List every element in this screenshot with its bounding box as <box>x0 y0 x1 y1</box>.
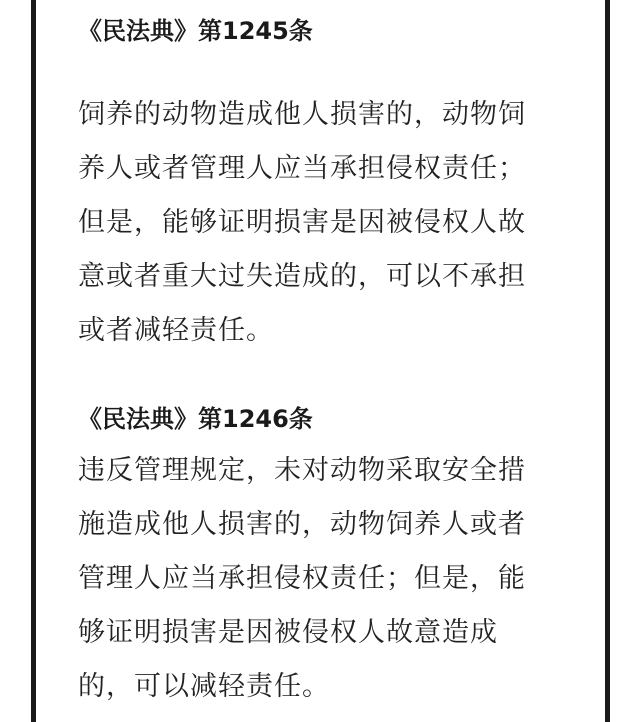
frame-border-right <box>605 0 610 722</box>
article-1246-line: 施造成他人损害的，动物饲养人或者 <box>78 509 526 540</box>
article-1245-body <box>78 88 526 358</box>
article-1246-line: 管理人应当承担侵权责任；但是，能 <box>78 563 526 594</box>
article-1245-line: 养人或者管理人应当承担侵权责任； <box>78 153 526 184</box>
article-1245-heading: 《民法典》第1245条 <box>78 17 313 45</box>
article-1246-heading: 《民法典》第1246条 <box>78 405 313 433</box>
article-1246-line: 够证明损害是因被侵权人故意造成 <box>78 617 498 648</box>
article-1246-line: 违反管理规定，未对动物采取安全措 <box>78 455 526 486</box>
article-1246-body <box>78 444 526 714</box>
article-1246-line: 的，可以减轻责任。 <box>78 671 330 702</box>
article-1245-line: 或者减轻责任。 <box>78 315 274 346</box>
article-1245-line: 但是，能够证明损害是因被侵权人故 <box>78 207 526 238</box>
article-1245-line: 饲养的动物造成他人损害的，动物饲 <box>78 99 526 130</box>
article-1245-line: 意或者重大过失造成的，可以不承担 <box>78 261 526 292</box>
frame-border-left <box>31 0 36 722</box>
